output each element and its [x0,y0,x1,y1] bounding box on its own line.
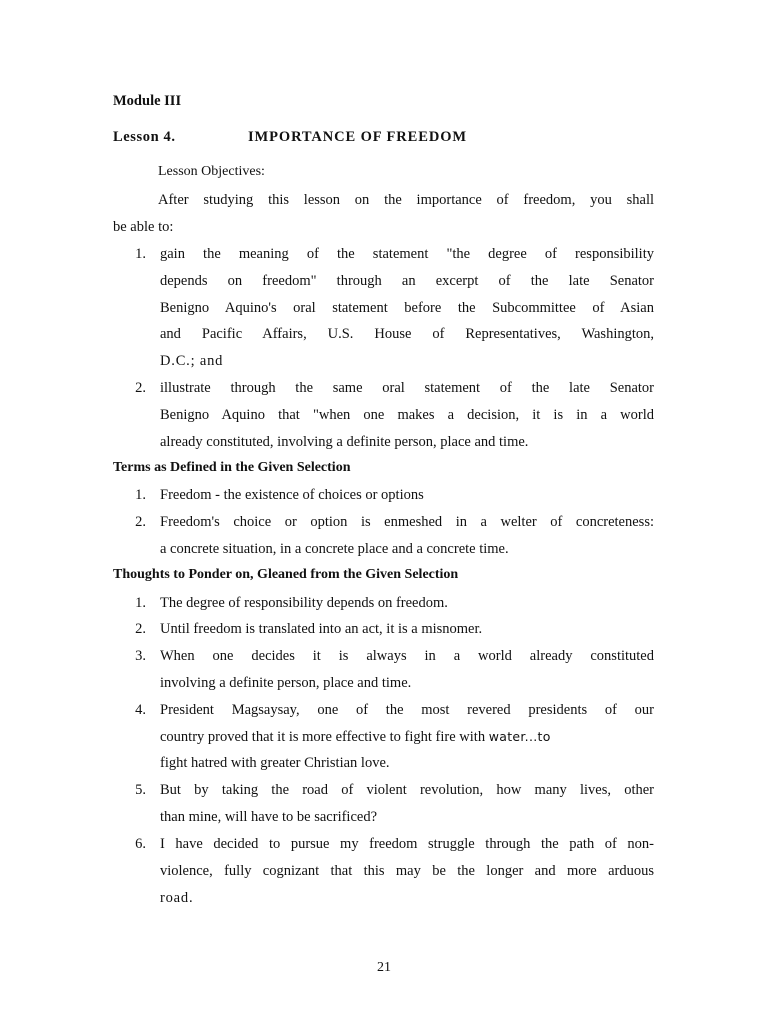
terms-heading: Terms as Defined in the Given Selection [113,460,351,475]
list-item-line: Until freedom is translated into an act, it is a misnomer. [160,621,483,637]
list-item-line: illustrate through the same oral statement of the late Senator [160,380,654,396]
list-item-line: Freedom's choice or option is enmeshed in a welter of concreteness: [160,514,654,530]
list-number: 2. [135,514,146,530]
list-number: 1. [135,595,146,611]
objectives-label: Lesson Objectives: [158,164,265,179]
list-item-line: Benigno Aquino's oral statement before the Subcommittee of Asian [160,300,654,316]
list-number: 1. [135,487,146,503]
list-item-line: gain the meaning of the statement "the degree of responsibility [160,246,654,262]
lesson-label: Lesson 4. [113,129,176,145]
list-item-line: road. [160,890,194,906]
list-item-line: fight hatred with greater Christian love. [160,755,390,771]
list-item-line: D.C.; and [160,353,224,369]
list-item-line: But by taking the road of violent revolution, how many lives, other [160,782,654,798]
list-number: 6. [135,836,146,852]
list-number: 3. [135,648,146,664]
list-item-line [160,728,551,746]
list-item-line: President Magsaysay, one of the most revered presidents of our [160,702,654,718]
page-number: 21 [377,960,391,975]
list-item-text: country proved that it is more effective to fight fire with [160,729,489,745]
list-item-line: violence, fully cognizant that this may be the longer and more arduous [160,863,654,879]
list-number: 2. [135,621,146,637]
list-item-line: involving a definite person, place and time. [160,675,412,691]
list-number: 2. [135,380,146,396]
list-item-emphasis: water...to [488,729,551,744]
list-item-line: already constituted, involving a definite person, place and time. [160,434,529,450]
module-label: Module III [113,93,182,109]
list-item-line: depends on freedom" through an excerpt of the late Senator [160,273,654,289]
lesson-title: IMPORTANCE OF FREEDOM [248,129,467,145]
list-item-line: a concrete situation, in a concrete place and a concrete time. [160,541,509,557]
list-number: 4. [135,702,146,718]
list-item-line: Freedom - the existence of choices or options [160,487,424,503]
list-item-line: When one decides it is always in a world already constituted [160,648,654,664]
objectives-intro-line: be able to: [113,219,174,235]
objectives-intro-line: After studying this lesson on the importance of freedom, you shall [158,192,654,208]
list-number: 1. [135,246,146,262]
list-number: 5. [135,782,146,798]
list-item-line: and Pacific Affairs, U.S. House of Representatives, Washington, [160,326,654,342]
list-item-line: The degree of responsibility depends on freedom. [160,595,448,611]
list-item-line: I have decided to pursue my freedom struggle through the path of non- [160,836,654,852]
thoughts-heading: Thoughts to Ponder on, Gleaned from the Given Selection [113,567,459,582]
list-item-line: than mine, will have to be sacrificed? [160,809,378,825]
list-item-line: Benigno Aquino that "when one makes a decision, it is in a world [160,407,654,423]
